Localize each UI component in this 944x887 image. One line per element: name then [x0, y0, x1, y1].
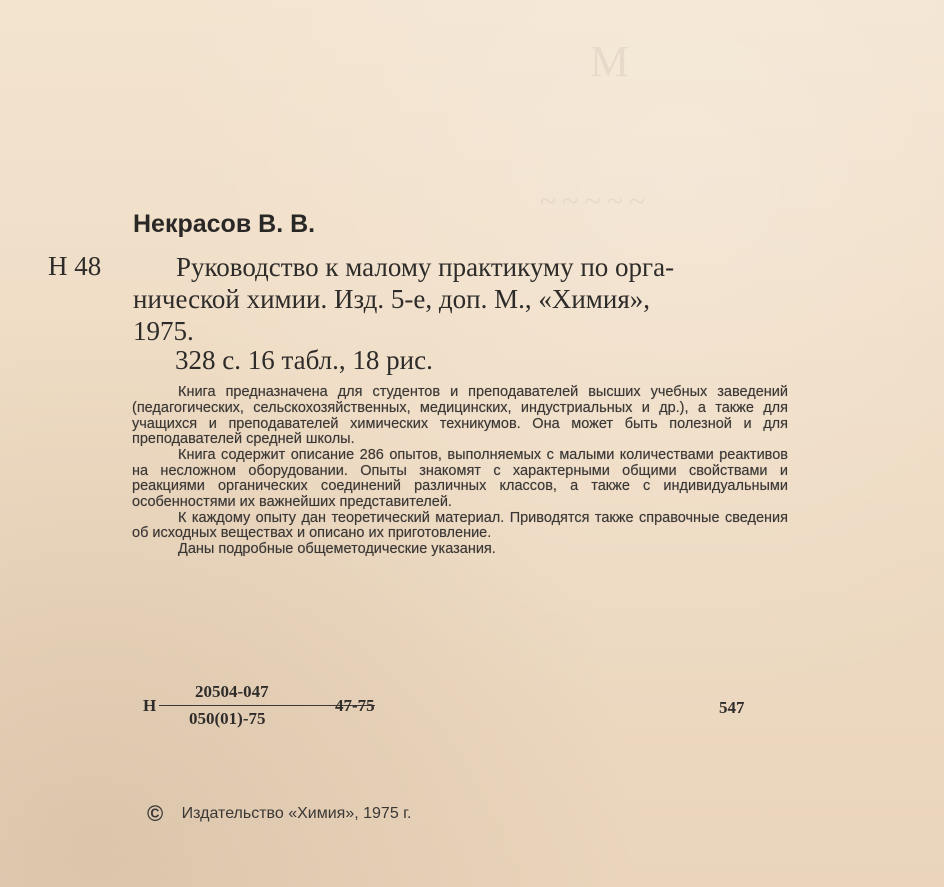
catalog-code-denominator: 050(01)-75	[189, 709, 266, 728]
catalog-code-letter: Н	[143, 696, 157, 715]
catalog-code-suffix: 47-75	[335, 696, 375, 715]
abstract-paragraph: Книга содержит описание 286 опытов, выполняемых с малыми количествами реактивов на несложном оборудовании. Опыты знакомят с характерными общими свойствами и реакциями органических соединений различных классов, а также с индивидуальными особенностями их важнейших представителей.	[132, 447, 788, 510]
bleed-through-text: ~~~~~	[540, 185, 652, 218]
title-line-1: Руководство к малому практикуму по орга-	[176, 252, 675, 282]
catalog-code	[143, 682, 403, 742]
book-extent: 328 с. 16 табл., 18 рис.	[175, 345, 433, 375]
udk-number: 547	[719, 698, 745, 717]
catalog-code-numerator: 20504-047	[195, 682, 269, 701]
abstract-paragraph: Книга предназначена для студентов и преподавателей высших учебных заведений (педагогических, сельскохозяйственных, медицинских, индустриальных и др.), а также для учащихся и преподавателей химических техникумов. Она может быть полезной и для преподавателей средней школы.	[132, 384, 788, 448]
book-abstract	[132, 385, 788, 558]
abstract-paragraph: К каждому опыту дан теоретический материал. Приводятся также справочные сведения об исходных веществах и описано их приготовление.	[132, 509, 788, 542]
bleed-through-text: М	[590, 37, 636, 86]
copyright-icon: ©	[147, 801, 164, 826]
author-name: Некрасов В. В.	[133, 210, 316, 238]
copyright-line	[147, 801, 411, 827]
shelfmark: Н 48	[48, 251, 102, 281]
copyright-text: Издательство «Химия», 1975 г.	[181, 805, 412, 822]
title-line-3: 1975.	[133, 316, 194, 346]
abstract-paragraph: Даны подробные общеметодические указания.	[178, 541, 496, 558]
title-line-2: нической химии. Изд. 5-е, доп. М., «Химия»,	[133, 284, 650, 314]
